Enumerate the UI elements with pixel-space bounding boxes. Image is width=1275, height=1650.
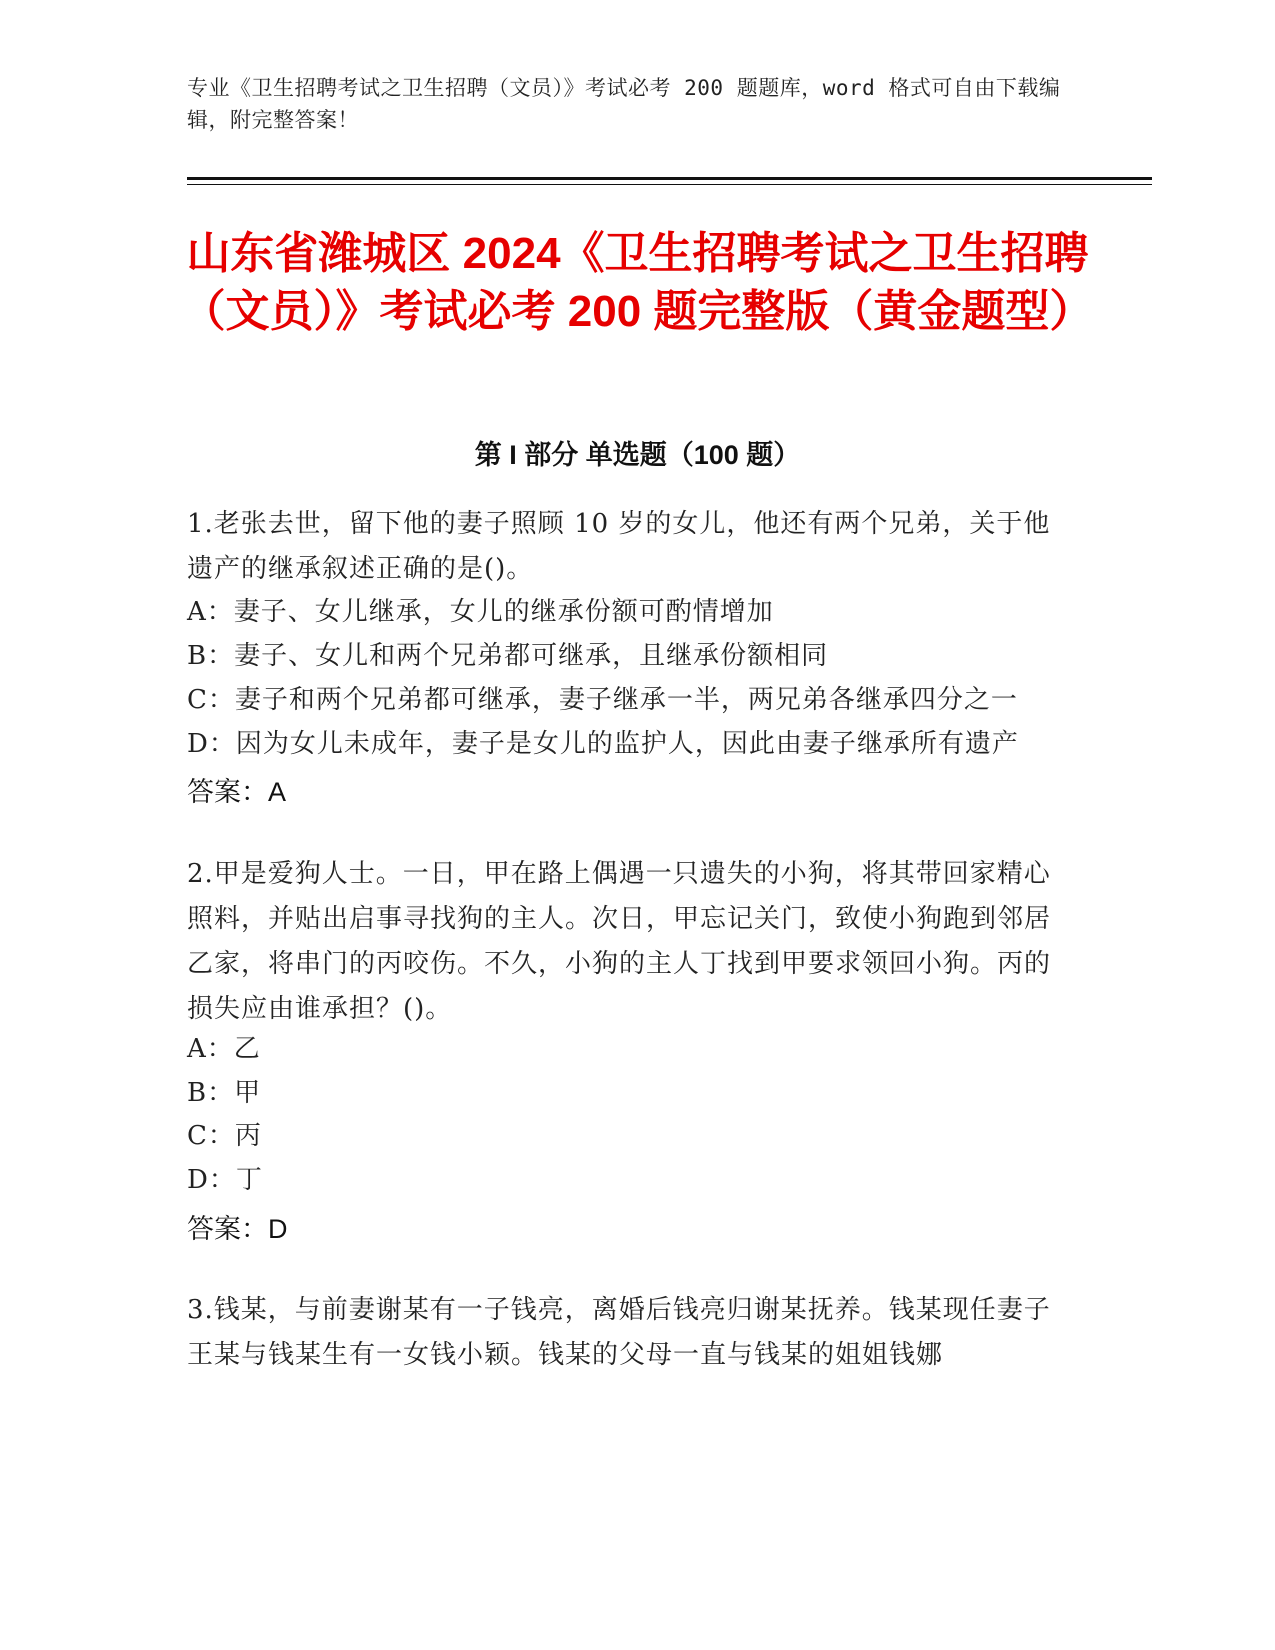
question-1-stem: 1.老张去世，留下他的妻子照顾 10 岁的女儿，他还有两个兄弟，关于他遗产的继承叙述正确的是()。 <box>187 509 1051 584</box>
document-title: 山东省潍城区 2024《卫生招聘考试之卫生招聘（文员）》考试必考 200 题完整版（黄金题型） <box>181 229 1094 336</box>
question-2-option-d: D：丁 <box>187 1165 263 1195</box>
question-3-stem: 3.钱某，与前妻谢某有一子钱亮，离婚后钱亮归谢某抚养。钱某现任妻子王某与钱某生有一女钱小颖。钱某的父母一直与钱某的姐姐钱娜 <box>187 1295 1051 1370</box>
question-2-stem: 2.甲是爱狗人士。一日，甲在路上偶遇一只遗失的小狗，将其带回家精心照料，并贴出启事寻找狗的主人。次日，甲忘记关门，致使小狗跑到邻居乙家，将串门的丙咬伤。不久，小狗的主人丁找到甲要求领回小狗。丙的损失应由谁承担？()。 <box>187 859 1052 1024</box>
question-1-option-b: B：妻子、女儿和两个兄弟都可继承，且继承份额相同 <box>187 641 829 671</box>
header-note: 专业《卫生招聘考试之卫生招聘（文员）》考试必考 200 题题库，word 格式可自由下载编辑，附完整答案！ <box>187 76 1061 132</box>
question-1-option-d: D：因为女儿未成年，妻子是女儿的监护人，因此由妻子继承所有遗产 <box>187 729 1019 759</box>
question-2-option-b: B：甲 <box>187 1078 262 1108</box>
question-1-option-a: A：妻子、女儿继承，女儿的继承份额可酌情增加 <box>187 597 774 627</box>
header-divider-thick <box>187 177 1152 180</box>
question-2-answer: 答案：D <box>187 1214 288 1244</box>
question-2-option-c: C：丙 <box>187 1121 262 1151</box>
section-heading: 第 I 部分 单选题（100 题） <box>474 440 801 470</box>
question-1-option-c: C：妻子和两个兄弟都可继承，妻子继承一半，两兄弟各继承四分之一 <box>187 685 1018 715</box>
question-1-answer: 答案：A <box>187 777 287 807</box>
header-divider-thin <box>187 184 1152 185</box>
question-2-option-a: A：乙 <box>187 1034 261 1064</box>
